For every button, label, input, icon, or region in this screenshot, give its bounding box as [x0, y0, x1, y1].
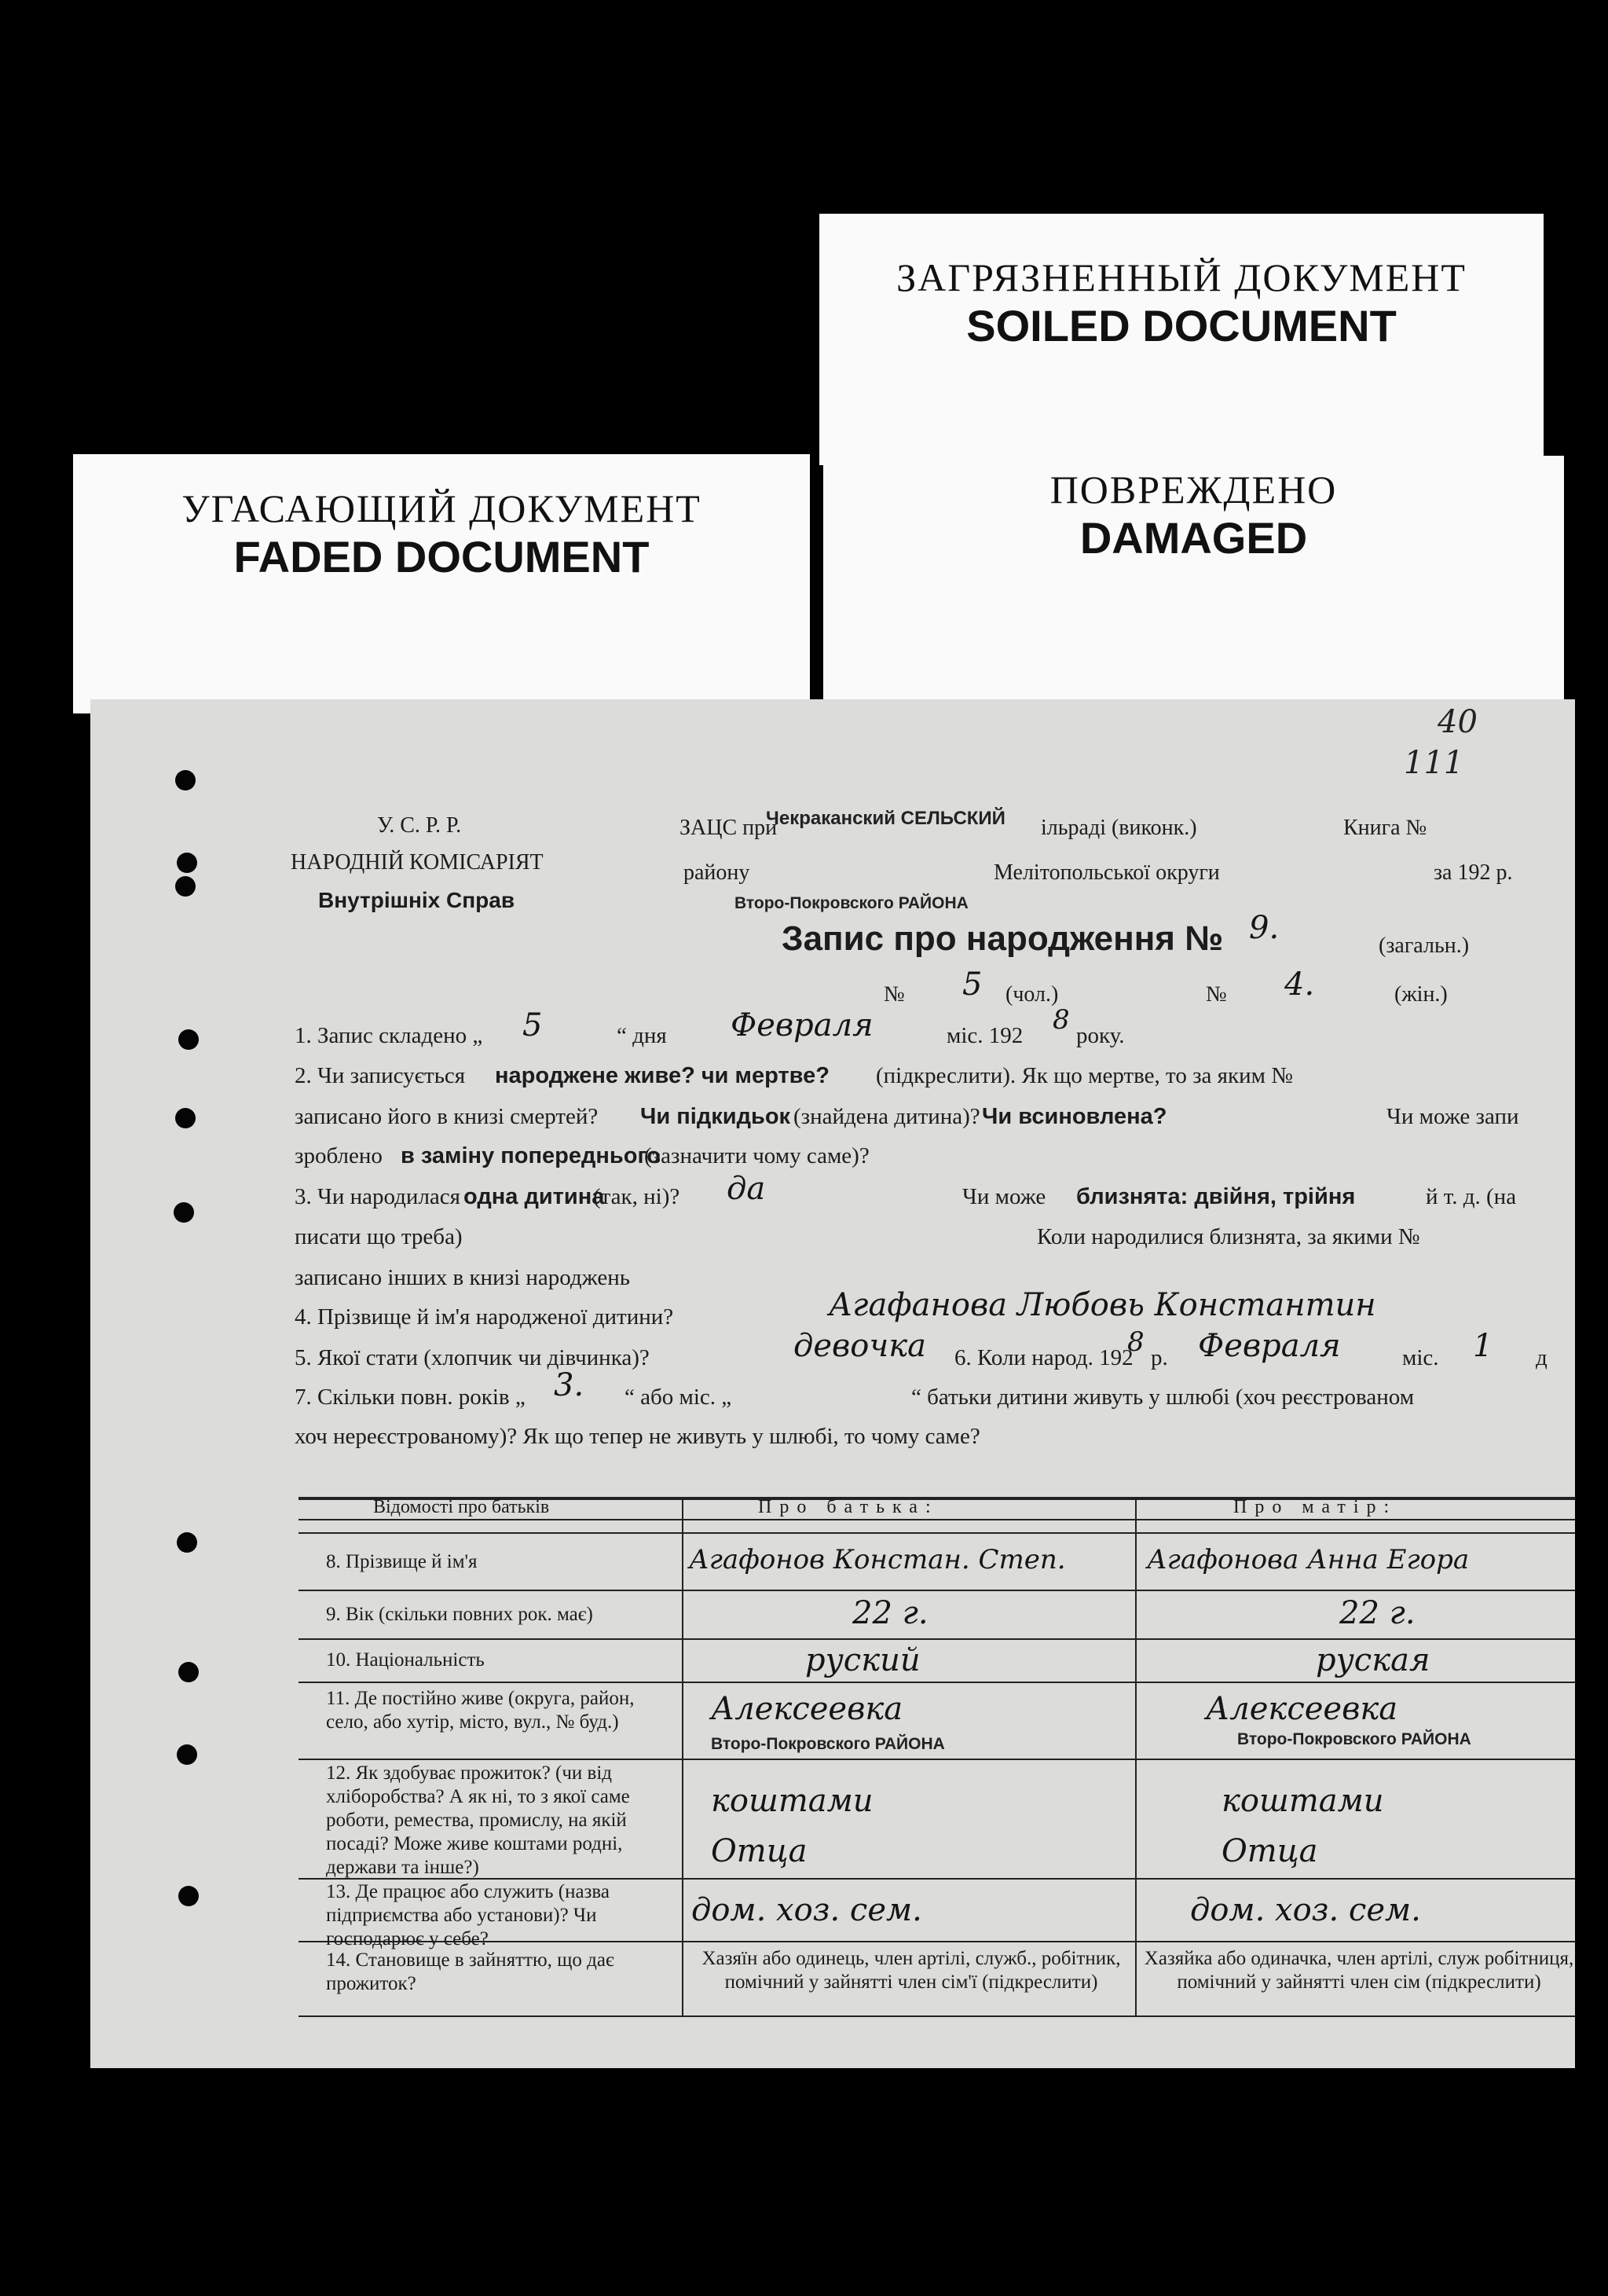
- mother-residence-stamp: Второ-Покровского РАЙОНА: [1237, 1730, 1471, 1748]
- record-day: 5: [522, 1007, 543, 1043]
- line-6-a: писати що треба): [295, 1224, 463, 1249]
- commissariat-heading: НАРОДНІЙ КОМІСАРІЯТ: [291, 850, 544, 875]
- male-label: (чол.): [1005, 982, 1059, 1007]
- line-2-a: 2. Чи записується: [295, 1063, 466, 1088]
- father-workplace: дом. хоз. сем.: [691, 1892, 922, 1928]
- child-sex: девочка: [793, 1328, 927, 1364]
- punch-hole: [178, 1886, 199, 1906]
- column-mother: Про матір:: [1233, 1497, 1397, 1517]
- punch-hole: [175, 770, 196, 790]
- record-title: Запис про народження №: [782, 919, 1224, 958]
- father-occupation: Хазяїн або одинець, член артілі, служб., робітник, помічний у зайнятті член сім'ї (підкреслити): [701, 1948, 1121, 1993]
- punch-hole: [177, 1744, 197, 1765]
- council-suffix: ільраді (виконк.): [1041, 816, 1197, 840]
- line-3-b: Чи підкидьок: [640, 1104, 791, 1129]
- birth-year: 8: [1127, 1326, 1145, 1358]
- punch-hole: [175, 1108, 196, 1128]
- punch-hole: [177, 1532, 197, 1553]
- line-3-e: Чи може запи: [1386, 1104, 1519, 1129]
- zacs-label: ЗАЦС при: [679, 816, 778, 840]
- number-sign-female: №: [1206, 982, 1227, 1007]
- damaged-label-ru: ПОВРЕЖДЕНО: [1049, 468, 1338, 512]
- line-9-b: 6. Коли народ. 192: [954, 1345, 1134, 1370]
- book-label: Книга №: [1343, 816, 1427, 840]
- line-1-month-label: міс. 192: [947, 1023, 1024, 1048]
- soiled-label-ru: ЗАГРЯЗНЕННЫЙ ДОКУМЕНТ: [896, 255, 1467, 299]
- line-5-c: (так, ні)?: [593, 1184, 680, 1209]
- mother-livelihood: коштами Отца: [1222, 1783, 1384, 1869]
- record-month: Февраля: [731, 1007, 874, 1043]
- column-father: Про батька:: [758, 1497, 939, 1517]
- line-11-a: хоч нереєстрованому)? Як що тепер не живуть у шлюбі, то чому саме?: [295, 1424, 980, 1449]
- soiled-label-en: SOILED DOCUMENT: [966, 301, 1397, 350]
- line-7-a: записано інших в книзі народжень: [295, 1265, 630, 1290]
- father-nationality: руский: [805, 1642, 921, 1678]
- line-4-a: зроблено: [295, 1143, 383, 1168]
- faded-label-ru: УГАСАЮЩИЙ ДОКУМЕНТ: [181, 486, 701, 530]
- line-9-e: д: [1536, 1345, 1548, 1370]
- number-sign-male: №: [884, 982, 905, 1007]
- row-label-workplace: 13. Де працює або служить (назва підприємства або установи)? Чи господарює у себе?: [326, 1881, 610, 1949]
- line-1-year-label: року.: [1076, 1023, 1125, 1048]
- punch-hole: [178, 1029, 199, 1050]
- line-4-c: (зазначити чому саме)?: [644, 1143, 870, 1168]
- line-5-a: 3. Чи народилася: [295, 1184, 461, 1209]
- line-3-c: (знайдена дитина)?: [793, 1104, 980, 1129]
- father-age: 22 г.: [852, 1595, 929, 1631]
- row-label-name: 8. Прізвище й ім'я: [326, 1551, 478, 1572]
- father-livelihood: коштами Отца: [711, 1783, 874, 1869]
- father-name: Агафонов Констан. Степ.: [689, 1544, 1066, 1575]
- line-3-d: Чи всиновлена?: [982, 1104, 1167, 1129]
- line-3-a: записано його в книзі смертей?: [295, 1104, 599, 1129]
- birth-month: Февраля: [1198, 1328, 1341, 1364]
- row-label-nationality: 10. Національність: [326, 1649, 485, 1671]
- okrug-label: Мелітопольської округи: [994, 860, 1220, 885]
- line-2-b: народжене живе? чи мертве?: [495, 1063, 830, 1088]
- soiled-document-label: [819, 214, 1544, 465]
- column-parents-info: Відомості про батьків: [373, 1497, 550, 1517]
- archive-mark-bottom: 111: [1404, 745, 1464, 781]
- punch-hole: [177, 853, 197, 873]
- line-5-d: Чи може: [962, 1184, 1046, 1209]
- damaged-label-en: DAMAGED: [1079, 513, 1308, 563]
- punch-hole: [175, 876, 196, 897]
- mother-age: 22 г.: [1339, 1595, 1416, 1631]
- father-residence: Алексеевка: [711, 1691, 903, 1727]
- line-4-b: в заміну попереднього: [401, 1143, 661, 1168]
- row-label-age: 9. Вік (скільки повних рок. має): [326, 1604, 593, 1625]
- row-label-occupation: 14. Становище в зайняттю, що дає прожиток?: [326, 1949, 614, 1994]
- mother-occupation: Хазяйка або одиначка, член артілі, служ робітниця, помічний у зайнятті член сім (підкреслити): [1144, 1948, 1574, 1993]
- record-year: 8: [1053, 1004, 1070, 1036]
- line-10-c: “ батьки дитини живуть у шлюбі (хоч реєстрованом: [911, 1385, 1415, 1410]
- line-5-b: одна дитина: [463, 1184, 605, 1209]
- mother-workplace: дом. хоз. сем.: [1190, 1892, 1421, 1928]
- faded-document-label: [73, 454, 810, 713]
- father-residence-stamp: Второ-Покровского РАЙОНА: [711, 1735, 945, 1753]
- faded-label-en: FADED DOCUMENT: [233, 532, 650, 581]
- line-9-a: 5. Якої стати (хлопчик чи дівчинка)?: [295, 1345, 650, 1370]
- line-9-c: р.: [1151, 1345, 1168, 1370]
- line-10-a: 7. Скільки повн. років „: [295, 1385, 526, 1410]
- year-for-label: за 192 р.: [1434, 860, 1513, 885]
- birth-day: 1: [1473, 1328, 1493, 1364]
- line-5-f: й т. д. (на: [1426, 1184, 1517, 1209]
- female-number: 4.: [1284, 966, 1315, 1003]
- male-number: 5: [962, 966, 983, 1003]
- female-label: (жін.): [1394, 982, 1448, 1007]
- district-label: району: [683, 860, 750, 885]
- internal-affairs-heading: Внутрішніх Справ: [318, 888, 515, 912]
- district-stamp: Второ-Покровского РАЙОНА: [734, 894, 969, 912]
- council-stamp: Чекраканский СЕЛЬСКИЙ: [766, 808, 1005, 829]
- damaged-document-label: [823, 456, 1564, 699]
- single-child-answer: да: [727, 1171, 766, 1207]
- line-9-d: міс.: [1402, 1345, 1439, 1370]
- usrr-heading: У. С. Р. Р.: [377, 813, 462, 838]
- line-6-b: Коли народилися близнята, за якими №: [1037, 1224, 1420, 1249]
- line-5-e: близнята: двійня, трійня: [1076, 1184, 1356, 1209]
- row-label-residence: 11. Де постійно живе (округа, район, село, або хутір, місто, вул., № буд.): [326, 1688, 635, 1733]
- line-10-b: “ або міс. „: [625, 1385, 732, 1410]
- mother-nationality: руская: [1316, 1642, 1430, 1678]
- line-2-c: (підкреслити). Як що мертве, то за яким №: [876, 1063, 1293, 1088]
- line-8-a: 4. Прізвище й ім'я народженої дитини?: [295, 1304, 674, 1330]
- general-label: (загальн.): [1379, 933, 1470, 958]
- row-label-livelihood: 12. Як здобуває прожиток? (чи від хліборобства? А як ні, то з якої саме роботи, ремества, промислу, на якій посаді? Може живе коштами родні, держави та інше?): [326, 1762, 630, 1878]
- archive-mark-top: 40: [1438, 704, 1478, 740]
- line-1-text: 1. Запис складено „: [295, 1023, 483, 1048]
- punch-hole: [178, 1662, 199, 1682]
- marriage-years: 3.: [554, 1367, 584, 1403]
- mother-name: Агафонова Анна Егора: [1147, 1544, 1470, 1575]
- child-name: Агафанова Любовь Константин: [829, 1287, 1376, 1323]
- line-1-day-label: “ дня: [617, 1023, 667, 1048]
- record-number: 9.: [1249, 910, 1280, 946]
- birth-record-form: [90, 699, 1575, 2068]
- mother-residence: Алексеевка: [1206, 1691, 1398, 1727]
- punch-hole: [174, 1202, 194, 1223]
